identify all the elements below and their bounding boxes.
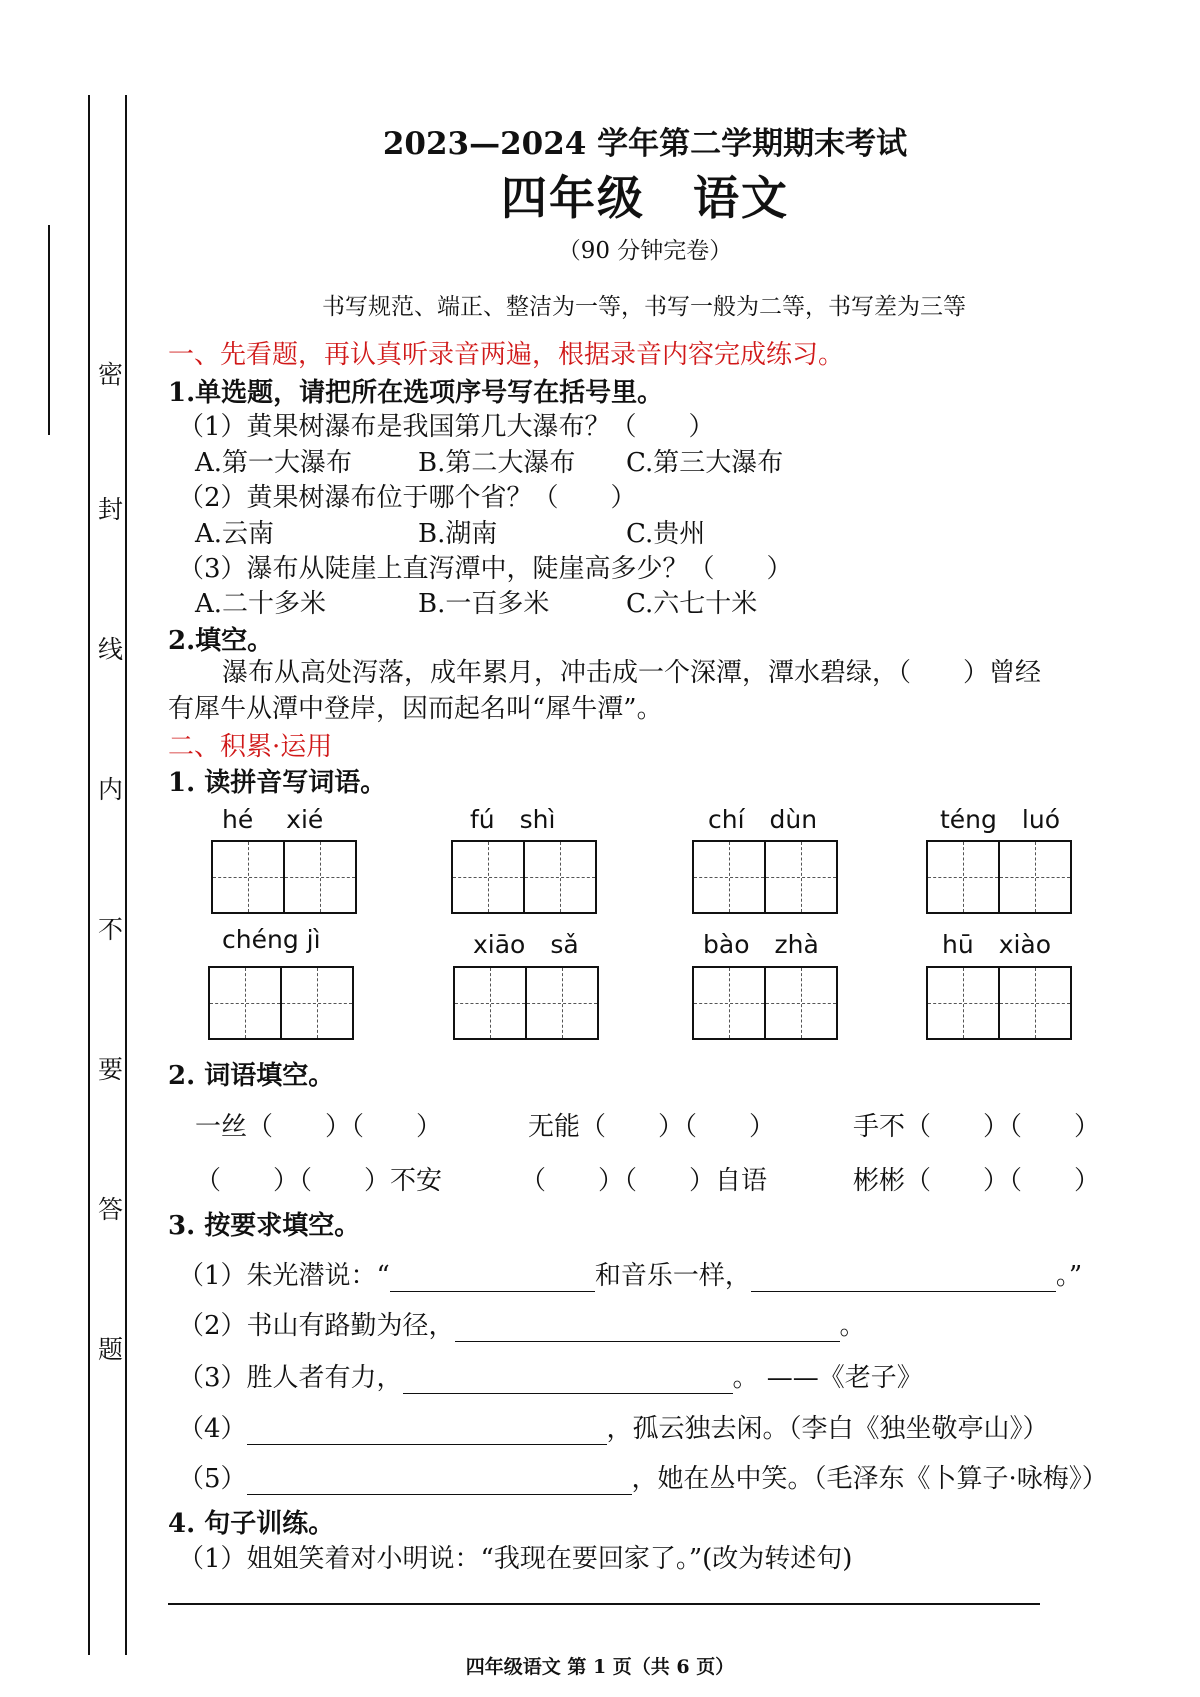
s2-q2-title: 2. 词语填空。 bbox=[168, 1061, 335, 1091]
q3-4-suffix: ，孤云独去闲。（李白《独坐敬亭山》） bbox=[606, 1414, 1049, 1444]
q1-3-option-a: A.二十多米 bbox=[195, 589, 327, 619]
answer-blank[interactable] bbox=[403, 1367, 733, 1394]
idiom-fill: 一丝（ ）（ ） bbox=[195, 1112, 443, 1142]
character-grid[interactable] bbox=[453, 966, 599, 1040]
pinyin-label: fú shì bbox=[470, 805, 556, 834]
section2-title: 二、积累·运用 bbox=[168, 732, 333, 762]
margin-char: 答 bbox=[98, 1195, 124, 1224]
answer-blank[interactable] bbox=[247, 1418, 607, 1445]
q1-2-option-c: C.贵州 bbox=[626, 519, 706, 549]
q3-5-suffix: ，她在丛中笑。（毛泽东《卜算子·咏梅》） bbox=[631, 1464, 1108, 1494]
exam-year-title: 2023—2024 学年第二学期期末考试 bbox=[382, 126, 908, 162]
pinyin-label: bào zhà bbox=[703, 930, 819, 959]
q3-1-suffix: 。” bbox=[1055, 1261, 1083, 1291]
q1-2-text: （2）黄果树瀑布位于哪个省？（ ） bbox=[178, 483, 637, 513]
margin-char: 要 bbox=[98, 1055, 124, 1084]
q3-5-prefix: （5） bbox=[178, 1464, 247, 1494]
answer-blank[interactable] bbox=[247, 1468, 632, 1495]
q1-3-option-b: B.一百多米 bbox=[418, 589, 550, 619]
writing-note: 书写规范、端正、整洁为一等，书写一般为二等，书写差为三等 bbox=[322, 294, 966, 320]
pinyin-label: chéng jì bbox=[222, 925, 321, 954]
q1-1-text: （1）黄果树瀑布是我国第几大瀑布？（ ） bbox=[178, 412, 715, 442]
q3-3 bbox=[178, 1357, 923, 1394]
idiom-fill: 彬彬（ ）（ ） bbox=[853, 1166, 1101, 1196]
page-title: 四年级 语文 bbox=[501, 171, 789, 225]
character-grid[interactable] bbox=[692, 966, 838, 1040]
q1-title: 1.单选题，请把所在选项序号写在括号里。 bbox=[168, 378, 664, 408]
q3-1-prefix: （1）朱光潜说：“ bbox=[178, 1261, 390, 1291]
q1-1-option-b: B.第二大瀑布 bbox=[418, 448, 576, 478]
answer-blank[interactable] bbox=[455, 1315, 840, 1342]
q3-2 bbox=[178, 1305, 866, 1342]
answer-blank[interactable] bbox=[751, 1265, 1056, 1292]
margin-char: 密 bbox=[98, 360, 124, 389]
margin-char: 题 bbox=[98, 1335, 124, 1364]
s2-q3-title: 3. 按要求填空。 bbox=[168, 1211, 361, 1241]
q3-4 bbox=[178, 1408, 1049, 1445]
q1-1-option-a: A.第一大瀑布 bbox=[195, 448, 353, 478]
q3-2-suffix: 。 bbox=[839, 1311, 866, 1341]
margin-char: 不 bbox=[98, 915, 124, 944]
q4-1-text: （1）姐姐笑着对小明说：“我现在要回家了。”(改为转述句) bbox=[178, 1544, 853, 1574]
binding-line-left bbox=[88, 95, 90, 1655]
q3-1 bbox=[178, 1255, 1082, 1292]
q3-3-suffix: 。 ——《老子》 bbox=[732, 1363, 923, 1393]
q1-3-option-c: C.六七十米 bbox=[626, 589, 758, 619]
pinyin-label: xiāo sǎ bbox=[473, 930, 579, 959]
s2-q1-title: 1. 读拼音写词语。 bbox=[168, 768, 387, 798]
character-grid[interactable] bbox=[926, 966, 1072, 1040]
s2-q4-title: 4. 句子训练。 bbox=[168, 1509, 335, 1539]
binding-line-right bbox=[125, 95, 127, 1655]
q3-3-prefix: （3）胜人者有力， bbox=[178, 1363, 403, 1393]
section1-title: 一、先看题，再认真听录音两遍，根据录音内容完成练习。 bbox=[168, 340, 845, 370]
q2-line2: 有犀牛从潭中登岸，因而起名叫“犀牛潭”。 bbox=[168, 694, 663, 724]
character-grid[interactable] bbox=[208, 966, 354, 1040]
q1-2-option-b: B.湖南 bbox=[418, 519, 498, 549]
q3-4-prefix: （4） bbox=[178, 1414, 247, 1444]
answer-blank[interactable] bbox=[390, 1265, 595, 1292]
character-grid[interactable] bbox=[692, 840, 838, 914]
q1-1-option-c: C.第三大瀑布 bbox=[626, 448, 784, 478]
character-grid[interactable] bbox=[211, 840, 357, 914]
idiom-fill: （ ）（ ）自语 bbox=[520, 1166, 768, 1196]
margin-char: 线 bbox=[98, 635, 124, 664]
page-footer: 四年级语文 第 1 页（共 6 页） bbox=[465, 1656, 735, 1678]
character-grid[interactable] bbox=[926, 840, 1072, 914]
q2-title: 2.填空。 bbox=[168, 626, 274, 656]
exam-duration: （90 分钟完卷） bbox=[557, 238, 733, 264]
q1-3-text: （3）瀑布从陡崖上直泻潭中，陡崖高多少？（ ） bbox=[178, 554, 793, 584]
margin-char: 封 bbox=[98, 495, 124, 524]
idiom-fill: 手不（ ）（ ） bbox=[853, 1112, 1101, 1142]
q2-line1: 瀑布从高处泻落，成年累月，冲击成一个深潭，潭水碧绿，（ ）曾经 bbox=[222, 658, 1042, 688]
character-grid[interactable] bbox=[451, 840, 597, 914]
q3-2-prefix: （2）书山有路勤为径， bbox=[178, 1311, 455, 1341]
pinyin-label: chí dùn bbox=[708, 805, 818, 834]
pinyin-label: hé xié bbox=[222, 805, 324, 834]
q3-5 bbox=[178, 1458, 1108, 1495]
answer-line[interactable] bbox=[168, 1603, 1040, 1605]
q1-2-option-a: A.云南 bbox=[195, 519, 275, 549]
q3-1-middle: 和音乐一样， bbox=[594, 1261, 751, 1291]
pinyin-label: hū xiào bbox=[942, 930, 1052, 959]
margin-char: 内 bbox=[98, 775, 124, 804]
idiom-fill: 无能（ ）（ ） bbox=[528, 1112, 776, 1142]
pinyin-label: téng luó bbox=[940, 805, 1060, 834]
idiom-fill: （ ）（ ）不安 bbox=[195, 1166, 443, 1196]
